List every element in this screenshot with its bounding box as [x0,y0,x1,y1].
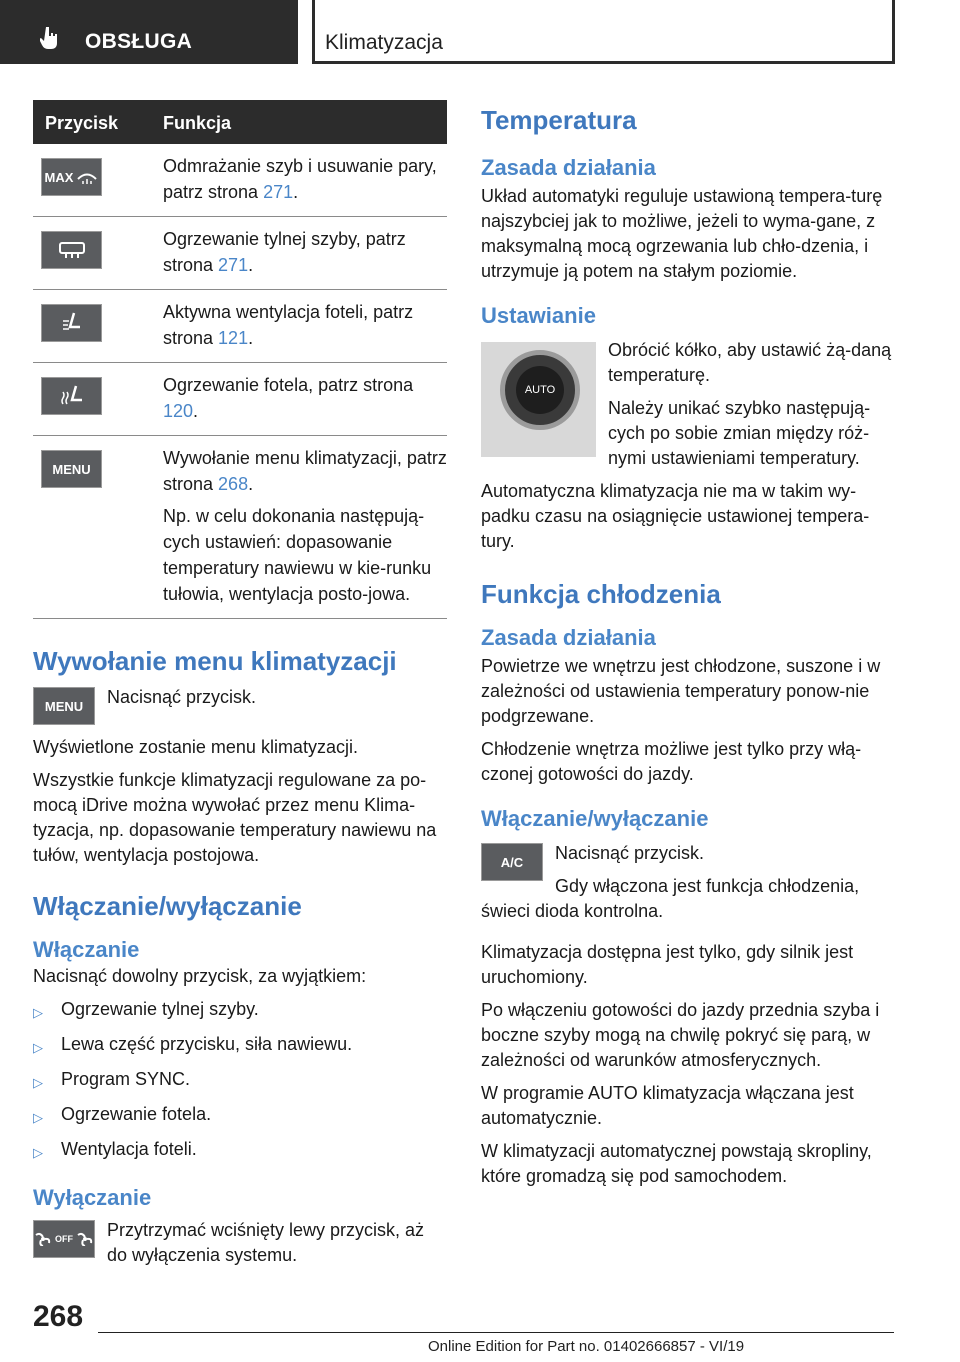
triangle-bullet-icon: ▷ [33,1110,43,1125]
table-row: Ogrzewanie tylnej szyby, patrz strona 271. [33,217,447,290]
off-text: Przytrzymać wciśnięty lewy przycisk, aż do wyłączenia systemu. [107,1220,425,1265]
page-header [0,0,960,64]
fan-off-button-icon: OFF [33,1220,95,1258]
list-item: ▷ Ogrzewanie tylnej szyby. [33,997,447,1025]
footer-divider [98,1332,894,1333]
page-number: 268 [33,1300,84,1333]
right-column [481,100,896,1197]
on-heading: Włączanie [33,937,140,962]
menu-heading: Wywołanie menu klimatyzacji [33,646,397,676]
menu-button-icon: MENU [41,450,102,488]
left-column [33,100,447,1276]
list-item: ▷ Lewa część przycisku, siła nawiewu. [33,1032,447,1060]
menu-paragraph-1: Wyświetlone zostanie menu klimatyzacji. [33,737,358,757]
list-item: ▷ Program SYNC. [33,1067,447,1095]
cooling-paragraph-5: W programie AUTO klimatyzacja włączana jest automatycznie. [481,1083,854,1128]
setting-heading: Ustawianie [481,303,596,328]
auto-button: AUTO [516,366,564,414]
table-row: MAX Odmrażanie szyb i usuwanie pary, patrz strona 271. [33,144,447,217]
row-text: Aktywna wentylacja foteli, patrz strona [163,302,414,348]
temperature-principle-heading: Zasada działania [481,155,656,180]
row-text: Wywołanie menu klimatyzacji, patrz strona [163,448,447,494]
table-row: MENU Wywołanie menu klimatyzacji, patrz strona 268. Np. w celu dokonania następują-cych ustawień: dopasowanie temperatury nawiewu w kie-runku tułowia, wentylacja posto-jowa. [33,436,447,619]
seat-heating-icon [41,377,102,415]
onoff-heading: Włączanie/wyłączanie [33,891,302,921]
cooling-paragraph-1: Powietrze we wnętrzu jest chłodzone, suszone i w zależności od ustawienia temperatury ponow-nie podgrzewane. [481,656,881,726]
menu-paragraph-2: Wszystkie funkcje klimatyzacji regulowane za po-mocą iDrive można wywołać przez menu Klima-tyzacja, np. dopasowanie temperatury nawiewu na tułów, wentylacja postojowa. [33,770,437,865]
row-extra-text: Np. w celu dokonania następują-cych ustawień: dopasowanie temperatury nawiewu w kie-runku tułowia, wentylacja posto-jowa. [163,506,432,604]
setting-paragraph-1: Obrócić kółko, aby ustawić żą-daną temperaturę. [608,340,892,385]
knob-ring [500,350,580,430]
on-text: Nacisnąć dowolny przycisk, za wyjątkiem: [33,966,367,986]
cooling-instruction-1: Nacisnąć przycisk. [555,843,705,863]
page-link[interactable]: 271 [218,255,249,275]
list-item: ▷ Wentylacja foteli. [33,1137,447,1165]
temperature-knob-image [481,342,596,457]
max-defrost-icon: MAX [41,158,102,196]
section-tab [0,0,298,64]
table-row: Ogrzewanie fotela, patrz strona 120. [33,363,447,436]
cooling-paragraph-4: Po włączeniu gotowości do jazdy przednia szyba i boczne szyby mogą na chwilę pokryć się parą, w zależności od warunków atmosferycznych. [481,1000,880,1070]
cooling-onoff-heading: Włączanie/wyłączanie [481,806,709,831]
triangle-bullet-icon: ▷ [33,1005,43,1020]
menu-button-icon: MENU [33,687,95,725]
chapter-title: Klimatyzacja [325,31,443,54]
table-col-button: Przycisk [45,113,119,133]
menu-instruction: Nacisnąć przycisk. [107,687,257,707]
cooling-paragraph-2: Chłodzenie wnętrza możliwe jest tylko przy włą-czonej gotowości do jazdy. [481,739,862,784]
triangle-bullet-icon: ▷ [33,1145,43,1160]
triangle-bullet-icon: ▷ [33,1040,43,1055]
cooling-instruction-2: Gdy włączona jest funkcja chłodzenia, świeci dioda kontrolna. [481,876,860,921]
page-link[interactable]: 120 [163,401,194,421]
temperature-principle-text: Układ automatyki reguluje ustawioną tempera-turę najszybciej jak to możliwe, jeżeli to wyma-gane, z maksymalną mocą ogrzewania lub chło-dzenia, i utrzymuje ją potem na stałym poziomie. [481,186,883,281]
table-header [33,100,447,144]
edition-text: Online Edition for Part no. 01402666857 - VI/19 [428,1338,745,1355]
seat-ventilation-icon [41,304,102,342]
setting-paragraph-3: Automatyczna klimatyzacja nie ma w takim wy-padku czasu na osiągnięcie ustawionej tempera-tury. [481,481,870,551]
page-link[interactable]: 121 [218,328,249,348]
off-heading: Wyłączanie [33,1185,152,1210]
table-row: Aktywna wentylacja foteli, patrz strona 121. [33,290,447,363]
cooling-paragraph-3: Klimatyzacja dostępna jest tylko, gdy silnik jest uruchomiony. [481,942,854,987]
page-link[interactable]: 271 [263,182,294,202]
row-text: Ogrzewanie tylnej szyby, patrz strona [163,229,406,275]
cooling-heading: Funkcja chłodzenia [481,579,721,609]
row-text: Ogrzewanie fotela, patrz strona [163,375,414,395]
hand-pointer-icon [40,26,58,50]
triangle-bullet-icon: ▷ [33,1075,43,1090]
temperature-heading: Temperatura [481,105,637,135]
rear-window-heat-icon [41,231,102,269]
cooling-principle-heading: Zasada działania [481,625,656,650]
page-link[interactable]: 268 [218,474,249,494]
setting-paragraph-2: Należy unikać szybko następują-cych po sobie zmian między róż-nymi ustawieniami temperatury. [608,398,871,468]
table-col-function: Funkcja [163,113,232,133]
cooling-paragraph-6: W klimatyzacji automatycznej powstają skropliny, które gromadzą się pod samochodem. [481,1141,872,1186]
exception-list [33,997,447,1165]
row-text: Odmrażanie szyb i usuwanie pary, patrz strona [163,156,437,202]
section-label: OBSŁUGA [85,30,193,53]
ac-button-icon: A/C [481,843,543,881]
list-item: ▷ Ogrzewanie fotela. [33,1102,447,1130]
